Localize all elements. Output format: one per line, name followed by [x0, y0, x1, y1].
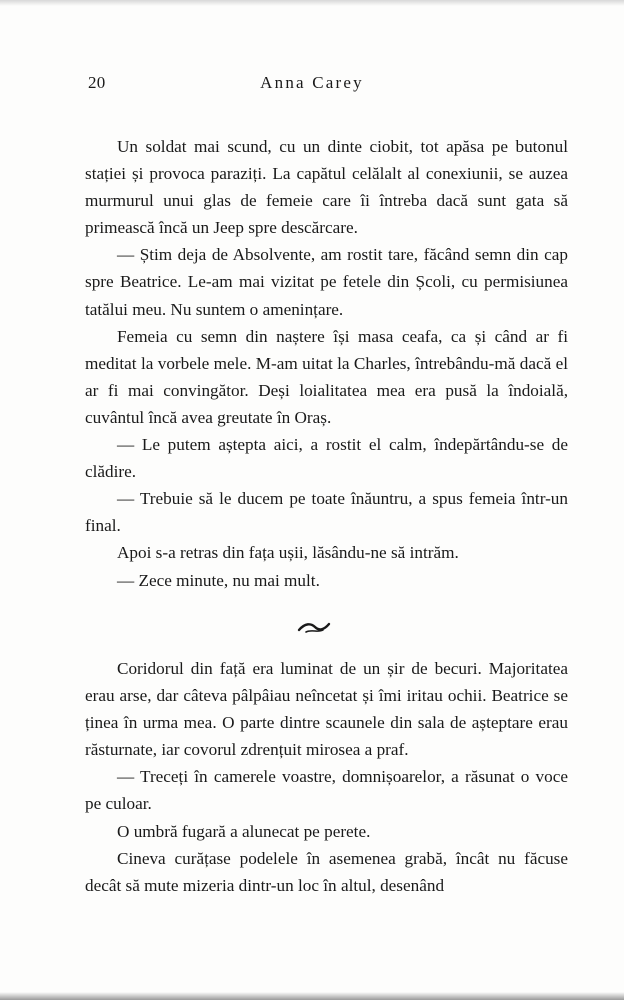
paragraph: — Le putem aștepta aici, a rostit el calm, îndepărtându-se de clădire. — [85, 435, 568, 482]
paragraph: — Treceți în camerele voastre, domnișoarelor, a răsunat o voce pe culoar. — [85, 767, 568, 814]
section-2-text — [85, 655, 568, 899]
page-bottom-edge — [0, 992, 624, 1000]
paragraph: Apoi s-a retras din fața ușii, lăsându-ne să intrăm. — [117, 543, 459, 563]
paragraph: — Zece minute, nu mai mult. — [117, 570, 320, 590]
paragraph: — Trebuie să le ducem pe toate înăuntru, a spus femeia într-un final. — [85, 489, 568, 536]
running-head: Anna Carey — [260, 73, 364, 92]
paragraph: Cineva curățase podelele în asemenea grabă, încât nu făcuse decât să mute mizeria dintr-un loc în altul, desenând — [85, 848, 568, 895]
paragraph: — Știm deja de Absolvente, am rostit tare, făcând semn din cap spre Beatrice. Le-am mai vizitat pe fetele din Școli, cu permisiunea tatălui meu. Nu suntem o amenințare. — [85, 245, 568, 319]
page-number: 20 — [88, 73, 106, 92]
section-1-text — [85, 133, 568, 594]
paragraph: Un soldat mai scund, cu un dinte ciobit, tot apăsa pe butonul stației și provoca paraziți. La capătul celălalt al conexiunii, se auzea murmurul unui glas de femeie care îi întreba dacă sunt gata să primească încă un Jeep spre descărcare. — [85, 137, 568, 238]
paragraph: O umbră fugară a alunecat pe perete. — [117, 821, 371, 841]
section-break-ornament-icon — [296, 618, 332, 636]
paragraph: Femeia cu semn din naștere își masa ceafa, ca și când ar fi meditat la vorbele mele. M-am uitat la Charles, întrebându-mă dacă el ar fi mai convingător. Deși loialitatea mea era pusă la îndoială, cuvântul încă avea greutate în Oraș. — [85, 326, 568, 427]
page-top-edge — [0, 0, 624, 6]
paragraph: Coridorul din față era luminat de un șir de becuri. Majoritatea erau arse, dar câteva pâlpâiau neîncetat și îmi iritau ochii. Beatrice se ținea în urma mea. O parte dintre scaunele din sala de așteptare erau răsturnate, iar covorul zdrențuit mirosea a praf. — [85, 659, 568, 760]
